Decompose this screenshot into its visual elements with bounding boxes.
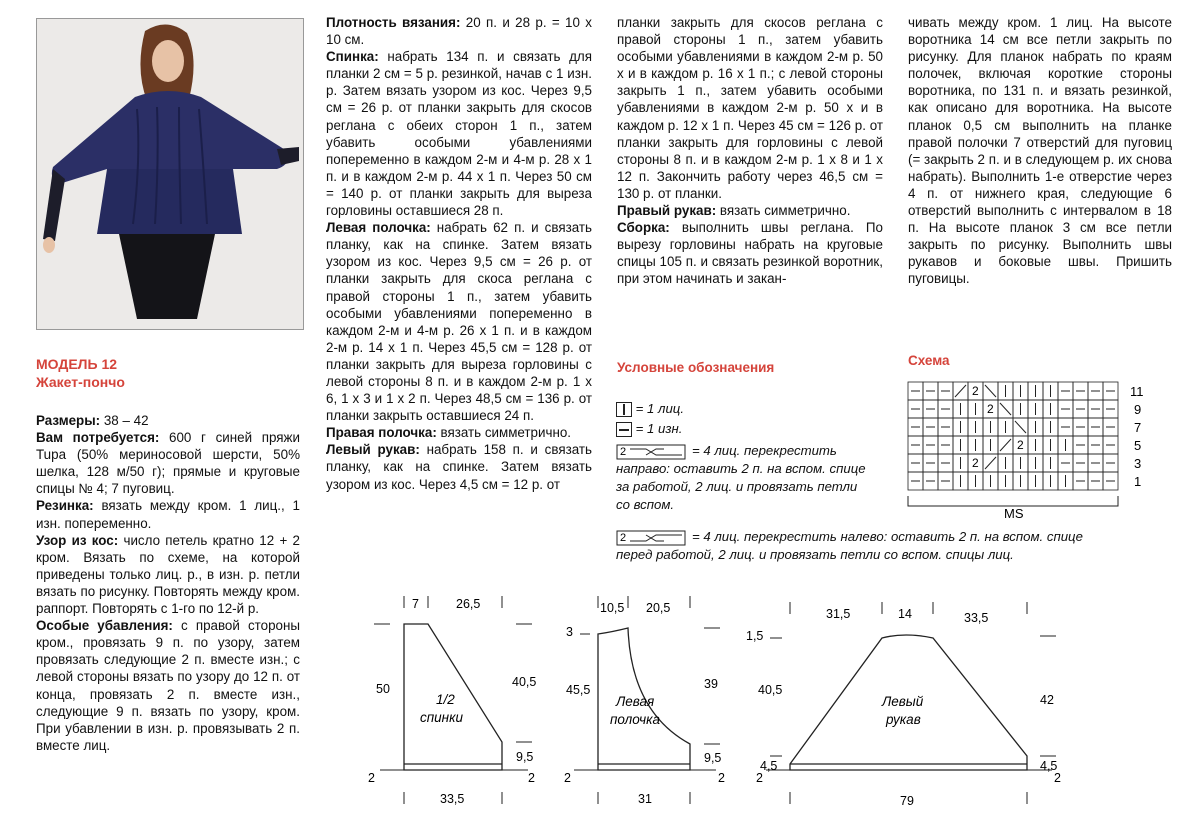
scheme-cell-mark — [1015, 421, 1026, 433]
gauge-paragraph — [326, 14, 592, 48]
right-sleeve-paragraph — [617, 202, 883, 219]
model-photo-illustration — [37, 19, 303, 329]
left-sleeve-text: набрать 158 п. и связать планку, как на спинке. Затем вязать узором из кос. Через 4,5 см = 12 р. от — [326, 442, 592, 492]
front-dim-top-a: 10,5 — [600, 601, 625, 615]
assembly-paragraph — [617, 219, 883, 287]
scheme-cell-mark — [985, 457, 996, 469]
left-sleeve-paragraph — [326, 441, 592, 492]
sleeve-continuation: планки закрыть для скосов реглана с правой стороны 1 п., затем убавить особыми убавлениями в каждом 2-м р. 50 х и в каждом р. 16 х 1 п.; с левой стороны закрыть 1 п., затем убавить особыми убавлениями в каждом 2-м р. 50 х и в каждом р. 12 х 1 п. Через 45 см = 126 р. от планки закрыть для горловины с левой стороны 8 п. и в каждом 2-м р. 1 х 8 и 1 х 12 п. Закончить работу через 46,5 см = 130 р. от планки. — [617, 15, 883, 201]
back-dim-height: 50 — [376, 682, 390, 696]
column-1 — [36, 412, 300, 754]
sleeve-dim-lower-right: 4,5 — [1040, 759, 1058, 773]
front-label-2: полочка — [610, 712, 661, 727]
back-dim-side: 40,5 — [512, 675, 537, 689]
rib-paragraph — [36, 497, 300, 531]
sleeve-label-1: Левый — [882, 694, 924, 709]
column-4 — [908, 14, 1172, 288]
scheme-ms-label: MS — [1004, 506, 1024, 521]
purl-symbol-icon — [616, 422, 632, 437]
right-front-text: вязать симметрично. — [436, 425, 572, 441]
back-dim-top-a: 7 — [412, 597, 419, 611]
scheme-row-7: 7 — [1134, 420, 1142, 435]
pattern-diagrams — [360, 588, 1190, 818]
model-photo — [36, 18, 304, 330]
scheme-cell-number: 2 — [972, 456, 979, 470]
left-front-text: набрать 62 п. и связать планку, как на спинке. Затем вязать узором из кос. Через 9,5 см = 26 р. от планки закрыть для скоса реглана с правой стороны 1 п., затем убавить особыми убавлениями попеременно в каждом 2-м и 4-м р. 26 х 1 п. и в каждом 2-м р. 14 х 1 п. Через 45,5 см = 128 р. от планки закрыть для выреза горловины с левой стороны 8 п. и в каждом 2-м р. 1 х 6, 1 х 3 и 1 х 2 п. Через 48,5 см = 136 р. от планки закрыть оставшиеся 24 п. — [326, 220, 592, 424]
back-label-1: 1/2 — [436, 692, 455, 707]
legend-cross-left — [616, 528, 1116, 564]
rib-label: Резинка: — [36, 498, 94, 514]
scheme-title: Схема — [908, 353, 950, 368]
sleeve-dim-top-b: 14 — [898, 607, 912, 621]
back-paragraph — [326, 48, 592, 219]
materials-label: Вам потребуется: — [36, 430, 160, 446]
scheme-chart — [906, 380, 1156, 522]
cross-right-symbol-icon — [616, 444, 686, 465]
scheme-row-3: 3 — [1134, 456, 1142, 471]
front-dim-top-b: 20,5 — [646, 601, 671, 615]
sleeve-dim-bottom: 79 — [900, 794, 914, 808]
rib-text: вязать между кром. 1 лиц., 1 изн. попеременно. — [36, 498, 300, 531]
left-sleeve-label: Левый рукав: — [326, 442, 420, 458]
back-label-2: спинки — [420, 710, 463, 725]
front-dim-rib: 2 — [564, 771, 571, 785]
gauge-text: 20 п. и 28 р. = 10 х 10 см. — [326, 15, 592, 48]
sizes-paragraph — [36, 412, 300, 429]
sizes-text: 38 – 42 — [100, 413, 149, 428]
finishing-paragraph: чивать между кром. 1 лиц. На высоте воротника 14 см все петли закрыть по рисунку. Для планок набрать по краям полочек, включая короткие стороны воротника, по 131 п. и вязать резинкой, как описано для воротника. На высоте планок 0,5 см выполнить на планке правой полочки 7 отверстий для пуговиц (= закрыть 2 п. и в следующем р. их снова набрать). Выполнить 1-е отверстие через 4 п. от нижнего края, следующие 6 отверстий выполнить с интервалом в 18 п. На высоте планок 3 см все петли закрыть по рисунку. Выполнить швы рукавов и боковые швы. Пришить пуговицы. — [908, 15, 1172, 287]
sleeve-dim-side: 42 — [1040, 693, 1054, 707]
legend-cross-left-text: = 4 лиц. перекрестить налево: оставить 2 п. на вспом. спице перед работой, 2 лиц. и провязать петли со вспом. спицы лиц. — [616, 529, 1083, 562]
scheme-row-9: 9 — [1134, 402, 1142, 417]
assembly-text: выполнить швы реглана. По вырезу горловины набрать на круговые спицы 105 п. и связать резинкой воротник, при этом начинать и закан- — [617, 220, 883, 287]
back-dim-lower: 9,5 — [516, 750, 534, 764]
right-sleeve-label: Правый рукав: — [617, 203, 717, 219]
sleeve-dim-lower: 4,5 — [760, 759, 778, 773]
front-dim-bottom: 31 — [638, 792, 652, 806]
front-dim-neck: 3 — [566, 625, 573, 639]
right-front-label: Правая полочка: — [326, 425, 437, 441]
scheme-row-5: 5 — [1134, 438, 1142, 453]
cross-left-symbol-num: 2 — [620, 532, 627, 544]
sleeve-dim-left-top: 1,5 — [746, 629, 764, 643]
back-dim-bottom: 33,5 — [440, 792, 465, 806]
decrease-label: Особые убавления: — [36, 618, 173, 634]
legend-knit — [616, 400, 896, 418]
legend-purl — [616, 420, 896, 438]
front-dim-side: 39 — [704, 677, 718, 691]
back-label: Спинка: — [326, 49, 379, 65]
model-title: МОДЕЛЬ 12 — [36, 356, 118, 372]
gauge-label: Плотность вязания: — [326, 15, 461, 30]
sleeve-dim-rib: 2 — [756, 771, 763, 785]
sizes-label: Размеры: — [36, 413, 101, 428]
column-2 — [326, 14, 592, 493]
sleeve-dim-rib-right: 2 — [1054, 771, 1061, 785]
scheme-repeat-bracket — [908, 496, 1118, 506]
sleeve-label-2: рукав — [886, 712, 921, 727]
scheme-cell-mark — [955, 385, 966, 397]
sleeve-dim-top-c: 33,5 — [964, 611, 989, 625]
right-front-paragraph — [326, 424, 592, 441]
scheme-cell-mark — [1000, 403, 1011, 415]
legend-cross-right-text: = 4 лиц. перекрестить направо: оставить 2 п. на вспом. спице за работой, 2 лиц. и провязать петли со вспом. — [616, 443, 866, 512]
scheme-row-11: 11 — [1130, 384, 1144, 399]
cross-right-symbol-num: 2 — [620, 446, 627, 458]
front-dim-lower: 9,5 — [704, 751, 722, 765]
scheme-cell-number: 2 — [972, 384, 979, 398]
left-front-label: Левая полочка: — [326, 220, 431, 236]
model-heading — [36, 355, 125, 391]
scheme-cell-mark — [1000, 439, 1011, 451]
front-dim-height: 45,5 — [566, 683, 591, 697]
decrease-text: с правой стороны кром., провязать 9 п. по узору, затем провязать следующие 2 п. вместе изн.; с левой стороны вязать по узору до 12 п. от конца, провязать 2 п. вместе изн., следующие 9 п. вязать по узору, кром. При убавлении в изн. р. провязывать 2 п. вместе лиц. — [36, 618, 300, 753]
sleeve-dim-top-a: 31,5 — [826, 607, 851, 621]
scheme-cell-number: 2 — [1017, 438, 1024, 452]
cable-label: Узор из кос: — [36, 532, 119, 548]
scheme-row-1: 1 — [1134, 474, 1142, 489]
materials-text: 600 г синей пряжи Tupa (50% мериносовой шерсти, 50% шелка, 128 м/50 г); прямые и круговые спицы № 4; 7 пуговиц. — [36, 430, 300, 497]
cable-text: число петель кратно 12 + 2 кром. Вязать по схеме, на которой приведены только лиц. р., в изн. р. петли вязать по рисунку. Повторять между кром. раппорт. Повторять с 1-го по 12-й р. — [36, 532, 300, 617]
legend-title: Условные обозначения — [617, 360, 775, 375]
back-text: набрать 134 п. и связать для планки 2 см = 5 р. резинкой, начав с 1 изн. р. Затем вязать узором из кос. Через 9,5 см = 26 р. от планки закрыть для скосов реглана с обеих сторон 1 п., затем убавить особыми убавлениями попеременно в каждом 2-м и 4-м р. 28 х 1 п. и в каждом 2-м р. 44 х 1 п. Через 50 см = 140 р. от планки закрыть для выреза горловины оставшиеся 28 п. — [326, 49, 592, 219]
legend-cross-right — [616, 442, 866, 514]
legend-knit-text: = 1 лиц. — [635, 401, 685, 416]
cable-paragraph — [36, 532, 300, 617]
decrease-paragraph — [36, 617, 300, 754]
column-3 — [617, 14, 883, 288]
cross-left-symbol-icon — [616, 530, 686, 551]
back-dim-rib-right: 2 — [528, 771, 535, 785]
legend-purl-text: = 1 изн. — [635, 421, 683, 436]
back-dim-rib: 2 — [368, 771, 375, 785]
left-front-paragraph — [326, 219, 592, 424]
materials-paragraph — [36, 429, 300, 497]
front-label-1: Левая — [616, 694, 655, 709]
scheme-cell-number: 2 — [987, 402, 994, 416]
knit-symbol-icon — [616, 402, 632, 417]
model-subtitle: Жакет-пончо — [36, 374, 125, 390]
right-sleeve-text: вязать симметрично. — [716, 203, 851, 219]
sleeve-dim-height: 40,5 — [758, 683, 783, 697]
back-dim-top-b: 26,5 — [456, 597, 481, 611]
scheme-cell-mark — [985, 385, 996, 397]
assembly-label: Сборка: — [617, 220, 670, 236]
front-dim-rib-right: 2 — [718, 771, 725, 785]
